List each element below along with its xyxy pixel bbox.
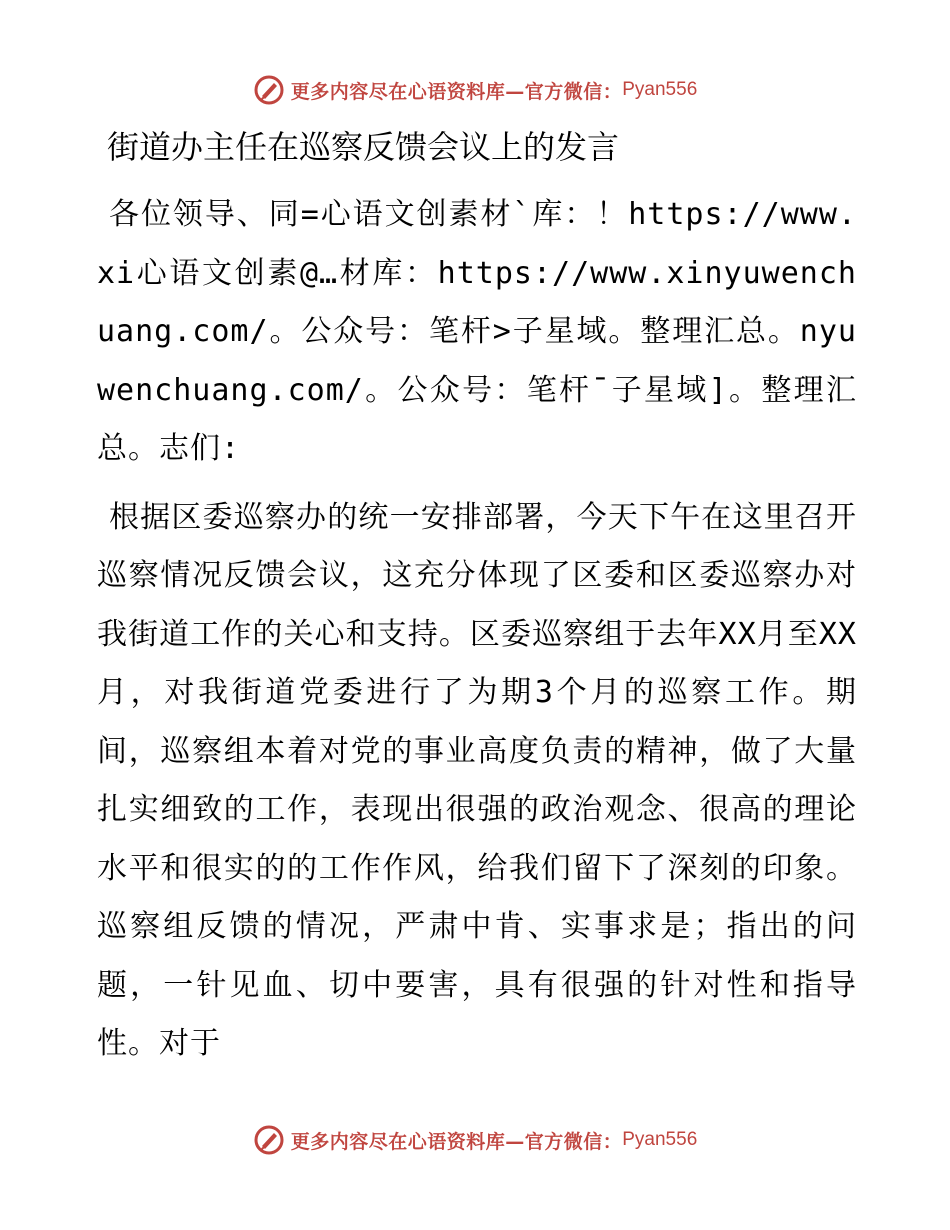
footer-watermark: [0, 1120, 950, 1160]
watermark-text: 更多内容尽在心语资料库—官方微信：: [290, 1130, 623, 1153]
header-watermark: [0, 70, 950, 110]
watermark-handle: Pyan556: [622, 1129, 698, 1150]
body-paragraph: 根据区委巡察办的统一安排部署，今天下午在这里召开巡察情况反馈会议，这充分体现了区委和区委巡察办对我街道工作的关心和支持。区委巡察组于去年XX月至XX月，对我街道党委进行了为期3个月的巡察工作。期间，巡察组本着对党的事业高度负责的精神，做了大量扎实细致的工作，表现出很强的政治观念、很高的理论水平和很实的的工作作风，给我们留下了深刻的印象。巡察组反馈的情况，严肃中肯、实事求是；指出的问题，一针见血、切中要害，具有很强的针对性和指导性。对于: [97, 499, 857, 1061]
watermark-text: 更多内容尽在心语资料库—官方微信：: [290, 80, 623, 103]
document-title: 街道办主任在巡察反馈会议上的发言: [107, 128, 620, 166]
document-body: [97, 122, 857, 1084]
brush-seal-icon: [253, 74, 285, 106]
salutation-paragraph: 各位领导、同=心语文创素材`库：！https://www.xi心语文创素@…材库：https://www.xinyuwenchuang.com/。公众号：笔杆>子星域。整理汇总。nyuwenchuang.com/。公众号：笔杆¯子星域]。整理汇总。志们:: [97, 197, 857, 466]
watermark-handle: Pyan556: [622, 79, 698, 100]
brush-seal-icon: [253, 1124, 285, 1156]
